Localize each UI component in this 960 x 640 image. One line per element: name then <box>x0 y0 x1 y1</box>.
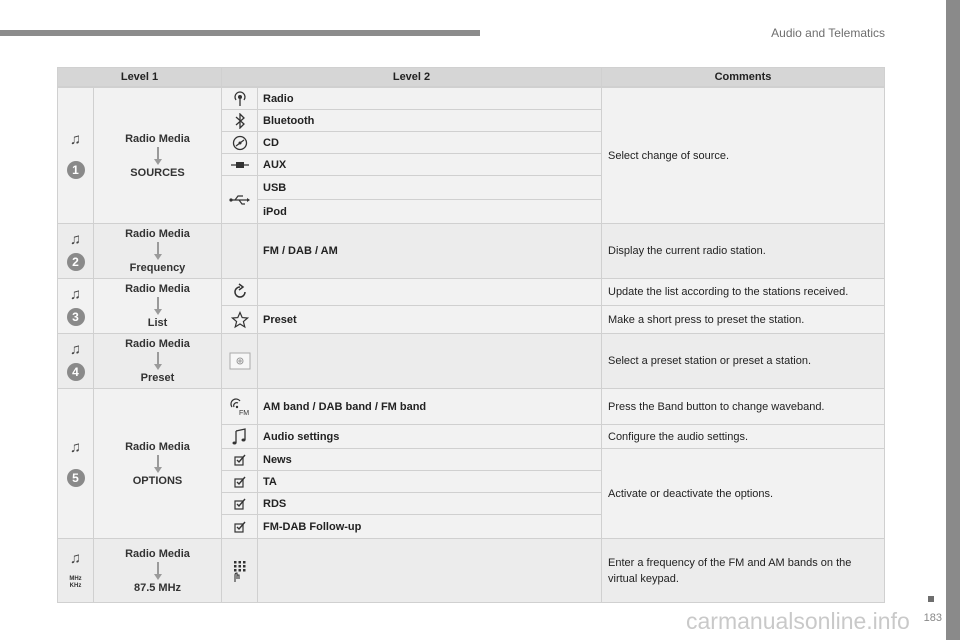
preset-grid-icon-cell <box>221 333 258 389</box>
empty-icon-cell <box>221 223 258 279</box>
item-cd: CD <box>257 131 602 154</box>
star-icon <box>231 311 249 329</box>
step-badge-2: 2 <box>67 253 85 271</box>
radio-icon <box>232 91 248 107</box>
keypad-icon-cell <box>221 538 258 603</box>
down-arrow-icon <box>154 297 162 315</box>
step-badge-4: 4 <box>67 363 85 381</box>
item-fm-dab-follow-up: FM-DAB Follow-up <box>257 514 602 539</box>
item-preset: Preset <box>257 305 602 334</box>
empty-level2-cell <box>257 278 602 306</box>
svg-text:FM: FM <box>238 409 249 416</box>
group-2-level1 <box>93 223 222 279</box>
level1-bottom-label: SOURCES <box>130 166 185 179</box>
checkbox-icon-cell <box>221 514 258 539</box>
music-note-icon: ♫ <box>69 340 82 358</box>
level1-top-label: Radio Media <box>125 228 190 240</box>
comment-sources: Select change of source. <box>601 87 885 224</box>
level1-top-label: Radio Media <box>125 338 190 350</box>
step-badge-5: 5 <box>67 469 85 487</box>
item-news: News <box>257 448 602 471</box>
item-band: AM band / DAB band / FM band <box>257 388 602 425</box>
level1-bottom-label: OPTIONS <box>132 474 183 487</box>
comment-update-list: Update the list according to the stations received. <box>601 278 885 306</box>
empty-level2-cell <box>257 333 602 389</box>
aux-icon-cell <box>221 153 258 176</box>
music-note-icon: ♫ <box>69 230 82 248</box>
page-header-title: Audio and Telematics <box>771 26 885 40</box>
group-1-badge-cell <box>57 87 94 224</box>
item-ta: TA <box>257 470 602 493</box>
item-rds: RDS <box>257 492 602 515</box>
page-number: 183 <box>923 612 942 624</box>
header-level2: Level 2 <box>221 67 602 87</box>
level1-bottom-label: Frequency <box>129 262 186 274</box>
radio-icon-cell <box>221 87 258 110</box>
audio-settings-icon <box>231 428 249 446</box>
checkbox-icon <box>234 476 246 488</box>
comment-options: Activate or deactivate the options. <box>601 448 885 539</box>
down-arrow-icon <box>154 455 162 473</box>
bluetooth-icon-cell <box>221 109 258 132</box>
header-level1: Level 1 <box>57 67 222 87</box>
watermark: carmanualsonline.info <box>686 608 910 634</box>
refresh-icon-cell <box>221 278 258 306</box>
step-badge-3: 3 <box>67 308 85 326</box>
fm-band-icon <box>229 398 251 416</box>
checkbox-icon-cell <box>221 470 258 493</box>
comment-band: Press the Band button to change waveband. <box>601 388 885 425</box>
group-2-badge-cell <box>57 223 94 279</box>
group-4-badge-cell <box>57 333 94 389</box>
item-audio-settings: Audio settings <box>257 424 602 449</box>
group-5-badge-cell <box>57 388 94 539</box>
item-bluetooth: Bluetooth <box>257 109 602 132</box>
checkbox-icon-cell <box>221 492 258 515</box>
checkbox-icon-cell <box>221 448 258 471</box>
step-badge-1: 1 <box>67 161 85 179</box>
checkbox-icon <box>234 454 246 466</box>
page-marker-square <box>928 596 934 602</box>
usb-icon-cell <box>221 175 258 224</box>
checkbox-icon <box>234 498 246 510</box>
down-arrow-icon <box>154 147 162 165</box>
down-arrow-icon <box>154 562 162 580</box>
group-6-badge-cell <box>57 538 94 603</box>
comment-preset: Make a short press to preset the station. <box>601 305 885 334</box>
music-note-icon: ♫ <box>69 285 82 303</box>
group-3-badge-cell <box>57 278 94 334</box>
group-5-level1 <box>93 388 222 539</box>
empty-level2-cell <box>257 538 602 603</box>
mhz-label: MHz <box>69 576 82 582</box>
usb-icon <box>229 194 251 206</box>
item-radio: Radio <box>257 87 602 110</box>
comment-select-preset: Select a preset station or preset a station. <box>601 333 885 389</box>
khz-label: KHz <box>69 583 82 589</box>
cd-icon-cell <box>221 131 258 154</box>
music-note-icon: ♫ <box>69 550 82 567</box>
level1-top-label: Radio Media <box>125 283 190 295</box>
comment-virtual-keypad: Enter a frequency of the FM and AM bands on the virtual keypad. <box>601 538 885 603</box>
audio-settings-icon-cell <box>221 424 258 449</box>
item-ipod: iPod <box>257 199 602 224</box>
aux-jack-icon <box>230 160 250 170</box>
music-note-icon: ♫ <box>69 131 82 148</box>
item-usb: USB <box>257 175 602 200</box>
level1-top-label: Radio Media <box>125 547 190 560</box>
settings-table <box>58 68 885 604</box>
keypad-touch-icon <box>230 559 250 583</box>
group-6-level1 <box>93 538 222 603</box>
down-arrow-icon <box>154 242 162 260</box>
header-comments: Comments <box>601 67 885 87</box>
comment-frequency: Display the current radio station. <box>601 223 885 279</box>
item-aux: AUX <box>257 153 602 176</box>
group-3-level1 <box>93 278 222 334</box>
page-edge-strip <box>946 0 960 640</box>
comment-audio-settings: Configure the audio settings. <box>601 424 885 449</box>
item-fm-dab-am: FM / DAB / AM <box>257 223 602 279</box>
header-bar <box>0 30 480 36</box>
group-1-level1 <box>93 87 222 224</box>
bluetooth-icon <box>234 113 246 129</box>
preset-grid-icon <box>229 352 251 370</box>
music-note-icon: ♫ <box>69 439 82 456</box>
level1-bottom-label: 87.5 MHz <box>133 581 182 594</box>
level1-bottom-label: List <box>147 317 168 329</box>
level1-top-label: Radio Media <box>125 132 190 145</box>
level1-bottom-label: Preset <box>140 372 175 384</box>
level1-top-label: Radio Media <box>125 440 190 453</box>
checkbox-icon <box>234 521 246 533</box>
group-4-level1 <box>93 333 222 389</box>
refresh-icon <box>231 283 249 301</box>
cd-icon <box>232 135 248 151</box>
band-icon-cell <box>221 388 258 425</box>
down-arrow-icon <box>154 352 162 370</box>
mhz-khz-icon <box>69 576 81 590</box>
star-icon-cell <box>221 305 258 334</box>
